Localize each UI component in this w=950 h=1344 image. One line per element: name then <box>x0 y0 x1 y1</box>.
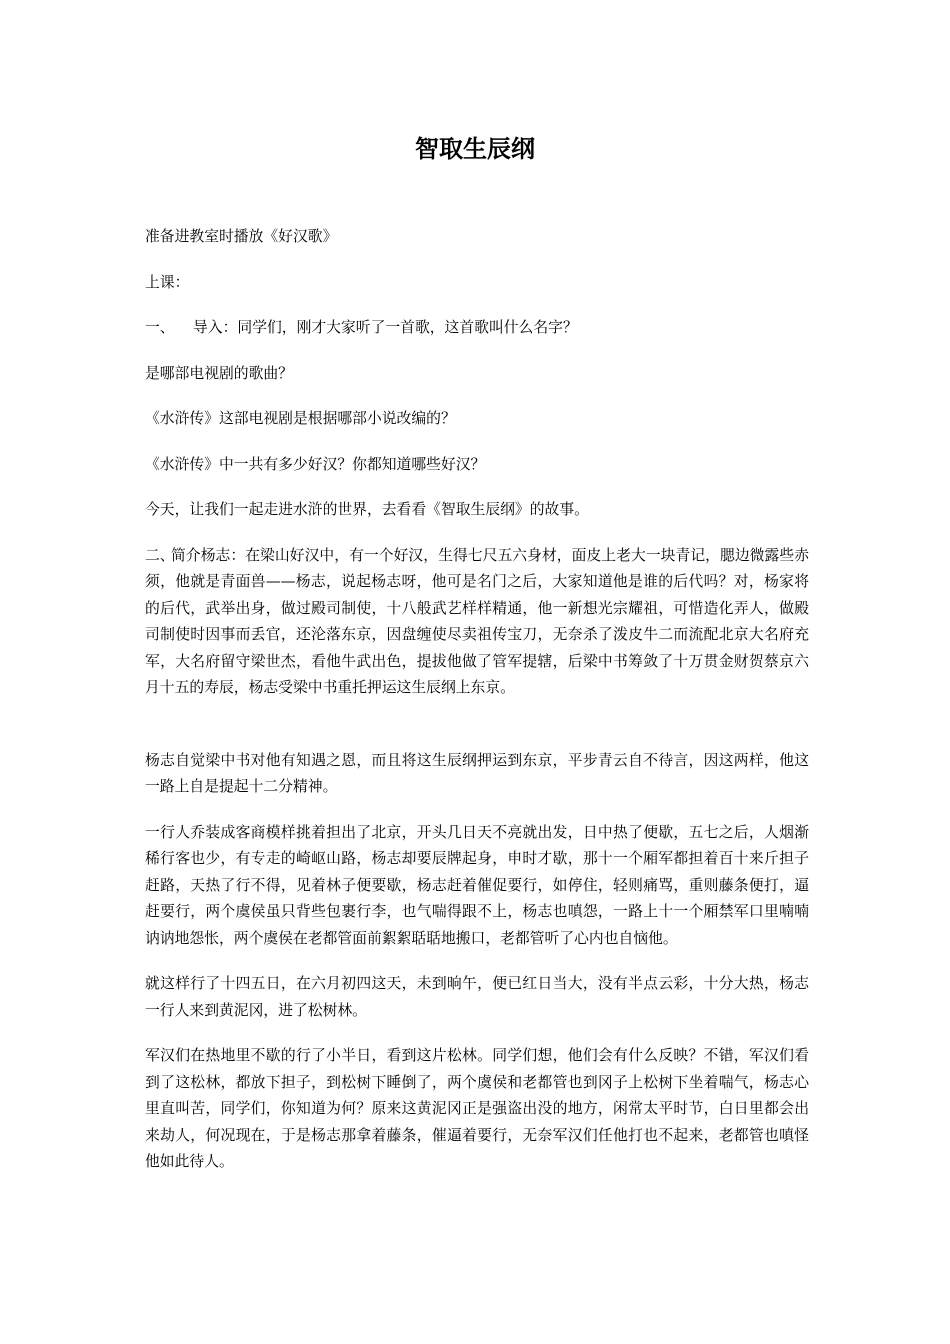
document-title: 智取生辰纲 <box>415 134 535 163</box>
paragraph-text: 简介杨志：在梁山好汉中，有一个好汉，生得七尺五六身材，面皮上老大一块青记，腮边微露些赤须，他就是青面兽——杨志，说起杨志呀，他可是名门之后，大家知道他是谁的后代吗？对，杨家将的后代，武举出身，做过殿司制使，十八般武艺样样精通，他一新想光宗耀祖，可惜造化弄人，做殿司制使时因事而丢官，还沦落东京，因盘缠使尽卖祖传宝刀，无奈杀了泼皮牛二而流配北京大名府充军，大名府留守梁世杰，看他牛武出色，提拔他做了管军提辖，后梁中书筹敛了十万贯金财贺蔡京六月十五的寿辰，杨志受梁中书重托押运这生辰纲上东京。 <box>145 546 809 696</box>
paragraph-intro-music <box>145 224 809 251</box>
paragraph-section-one <box>145 315 809 342</box>
paragraph-text: 《水浒传》这部电视剧是根据哪部小说改编的？ <box>145 410 456 427</box>
paragraph-text: 是哪部电视剧的歌曲？ <box>145 364 293 382</box>
paragraph-text: 导入：同学们，刚才大家听了一首歌，这首歌叫什么名字？ <box>193 319 578 336</box>
paragraph-section-two <box>145 543 809 702</box>
paragraph-pine-forest <box>145 1043 809 1176</box>
paragraph-text: 军汉们在热地里不歇的行了小半日，看到这片松林。同学们想，他们会有什么反映？不错，军汉们看到了这松林，都放下担子，到松树下睡倒了，两个虞侯和老都管也到冈子上松树下坐着喘气，杨志心里直叫苦，同学们，你知道为何？原来这黄泥冈正是强盗出没的地方，闲常太平时节，白日里都会出来劫人，何况现在，于是杨志那拿着藤条，催逼着要行，无奈军汉们任他打也不起来，老都管也嗔怪他如此待人。 <box>145 1047 809 1170</box>
section-number: 二、 <box>145 546 175 564</box>
paragraph-text: 上课： <box>145 273 190 291</box>
paragraph-journey <box>145 820 809 953</box>
paragraph-today <box>145 497 809 524</box>
paragraph-text: 就这样行了十四五日，在六月初四这天，未到晌午，便已红日当大，没有半点云彩，十分大热，杨志一行人来到黄泥冈，进了松树林。 <box>145 975 809 1019</box>
paragraph-yang-zhi-gratitude <box>145 748 809 801</box>
section-number: 一、 <box>145 319 175 336</box>
paragraph-text: 《水浒传》中一共有多少好汉？你都知道哪些好汉？ <box>145 455 486 473</box>
paragraph-question-heroes <box>145 452 809 479</box>
paragraph-question-tv <box>145 361 809 388</box>
document-body <box>145 224 809 1195</box>
paragraph-text: 杨志自觉梁中书对他有知遇之恩，而且将这生辰纲押运到东京，平步青云自不待言，因这两样，他这一路上自是提起十二分精神。 <box>145 751 809 795</box>
paragraph-text: 准备进教室时播放《好汉歌》 <box>145 228 338 245</box>
paragraph-class-start <box>145 270 809 297</box>
paragraph-text: 一行人乔装成客商模样挑着担出了北京，开头几日天不亮就出发，日中热了便歇，五七之后，人烟渐稀行客也少，有专走的崎岖山路，杨志却要辰牌起身，申时才歇，那十一个厢军都担着百十来斤担子赶路，天热了行不得，见着林子便要歇，杨志赶着催促要行，如停住，轻则痛骂，重则藤条便打，逼赶要行，两个虞侯虽只背些包裹行李，也气喘得跟不上，杨志也嗔怨，一路上十一个厢禁军口里喃喃讷讷地怨怅，两个虞侯在老都管面前絮絮聒聒地搬口，老都管听了心内也自恼他。 <box>145 823 809 947</box>
paragraph-question-novel <box>145 406 809 433</box>
paragraph-huangnigang <box>145 971 809 1024</box>
paragraph-text: 今天，让我们一起走进水浒的世界，去看看《智取生辰纲》的故事。 <box>145 501 589 518</box>
